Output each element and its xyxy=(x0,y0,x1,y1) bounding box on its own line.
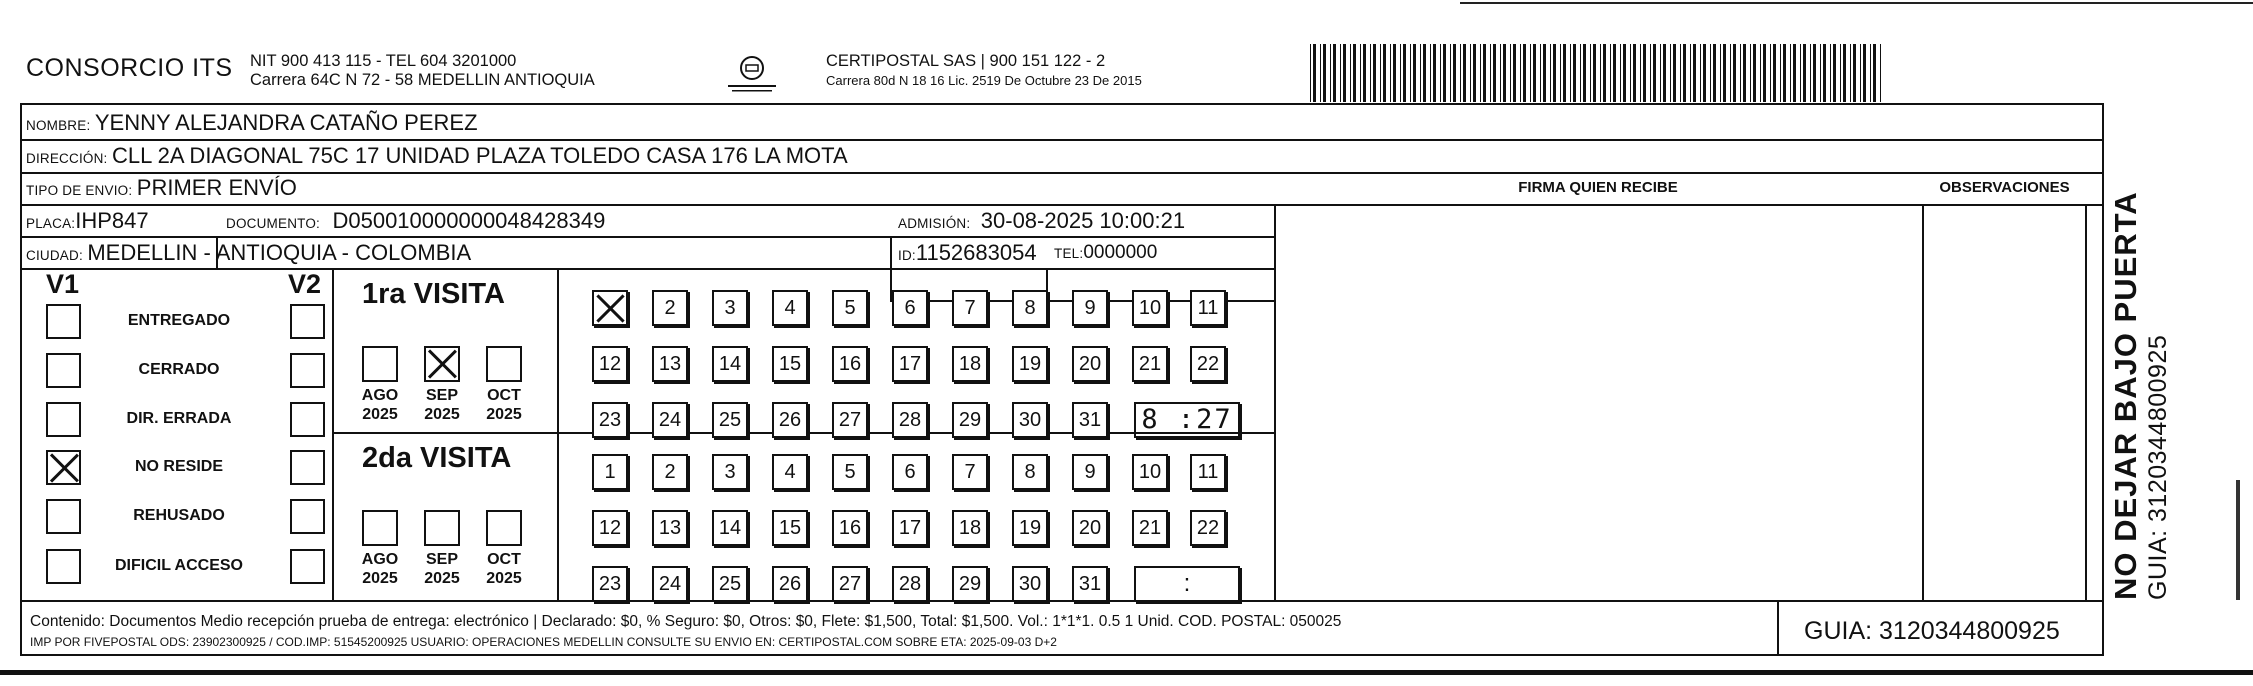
month-label xyxy=(350,386,410,424)
status-label: ENTREGADO xyxy=(127,312,231,329)
barcode-bar xyxy=(1323,44,1326,102)
barcode-bar xyxy=(1863,44,1866,102)
side-guia: GUIA: 3120344800925 xyxy=(2144,334,2172,600)
status-label: NO RESIDE xyxy=(134,458,223,475)
barcode-bar xyxy=(1550,44,1551,102)
barcode-bar xyxy=(1660,44,1661,102)
barcode-bar xyxy=(1600,44,1601,102)
day-box[interactable]: 17 xyxy=(892,510,928,546)
day-box[interactable]: 2 xyxy=(652,290,688,326)
barcode-bar xyxy=(1720,44,1721,102)
day-box[interactable]: 12 xyxy=(592,346,628,382)
day-box[interactable]: 4 xyxy=(772,454,808,490)
day-box[interactable]: 27 xyxy=(832,566,868,602)
barcode-bar xyxy=(1613,44,1616,102)
barcode-bar xyxy=(1773,44,1776,102)
barcode-bar xyxy=(1783,44,1786,102)
barcode-bar xyxy=(1723,44,1726,102)
month-year: 2025 xyxy=(362,570,398,587)
day-box[interactable]: 8 xyxy=(1012,290,1048,326)
day-box[interactable]: 4 xyxy=(772,290,808,326)
day-box[interactable]: 1 xyxy=(592,454,628,490)
barcode-bar xyxy=(1533,44,1536,102)
documento-label: DOCUMENTO: xyxy=(226,216,321,231)
placa-label: PLACA: xyxy=(26,216,76,231)
barcode-bar xyxy=(1830,44,1831,102)
day-box[interactable]: 8 xyxy=(1012,454,1048,490)
v2-header: V2 xyxy=(288,269,322,299)
barcode-bar xyxy=(1510,44,1511,102)
barcode-bar xyxy=(1680,44,1681,102)
id-label: ID: xyxy=(898,248,916,263)
barcode-bar xyxy=(1803,44,1806,102)
day-box[interactable]: 31 xyxy=(1072,566,1108,602)
day-box[interactable]: 7 xyxy=(952,290,988,326)
ciudad-cell xyxy=(26,240,471,266)
nombre-label: NOMBRE: xyxy=(26,118,91,133)
barcode-bar xyxy=(1733,44,1736,102)
status-v1-checkbox[interactable] xyxy=(46,402,81,437)
day-box[interactable]: 24 xyxy=(652,402,688,438)
month-year: 2025 xyxy=(424,406,460,423)
nombre-value: YENNY ALEJANDRA CATAÑO PEREZ xyxy=(94,110,478,135)
barcode-bar xyxy=(1310,44,1311,102)
company-name: CONSORCIO ITS xyxy=(26,54,233,82)
tel-cell xyxy=(1054,242,1157,264)
status-v1-checkbox[interactable] xyxy=(46,304,81,339)
day-box[interactable]: 9 xyxy=(1072,454,1108,490)
month-checkbox[interactable] xyxy=(362,510,398,546)
barcode-bar xyxy=(1530,44,1531,102)
barcode-bar xyxy=(1470,44,1471,102)
barcode-bar xyxy=(1563,44,1566,102)
day-box[interactable]: 25 xyxy=(712,402,748,438)
day-box[interactable]: 31 xyxy=(1072,402,1108,438)
day-box[interactable]: 10 xyxy=(1132,454,1168,490)
month-checkbox[interactable] xyxy=(486,510,522,546)
tel-value: 0000000 xyxy=(1083,242,1158,263)
barcode-bar xyxy=(1340,44,1341,102)
barcode-bar xyxy=(1383,44,1386,102)
status-v1-checkbox[interactable] xyxy=(46,499,81,534)
certipostal-logo-icon xyxy=(722,50,782,96)
month-year: 2025 xyxy=(486,406,522,423)
day-box[interactable]: 26 xyxy=(772,402,808,438)
direccion-value: CLL 2A DIAGONAL 75C 17 UNIDAD PLAZA TOLEDO CASA 176 LA MOTA xyxy=(111,143,848,168)
day-box[interactable]: 21 xyxy=(1132,510,1168,546)
barcode-bar xyxy=(1473,44,1476,102)
barcode-bar xyxy=(1540,44,1541,102)
side-warning: NO DEJAR BAJO PUERTA xyxy=(2108,191,2143,600)
barcode-bar xyxy=(1433,44,1436,102)
day-box[interactable]: 9 xyxy=(1072,290,1108,326)
barcode-bar xyxy=(1833,44,1836,102)
barcode-bar xyxy=(1320,44,1321,102)
barcode-image xyxy=(1310,44,1884,102)
visit-title: 1ra VISITA xyxy=(362,278,505,310)
barcode-bar xyxy=(1693,44,1696,102)
barcode-bar xyxy=(1443,44,1446,102)
month-label xyxy=(412,550,472,588)
barcode-bar xyxy=(1483,44,1486,102)
barcode-bar xyxy=(1623,44,1626,102)
barcode-bar xyxy=(1790,44,1791,102)
direccion-row xyxy=(26,143,848,169)
certipostal-info xyxy=(826,52,1142,90)
barcode-bar xyxy=(1743,44,1746,102)
day-box[interactable]: 2 xyxy=(652,454,688,490)
day-box[interactable]: 18 xyxy=(952,346,988,382)
contenido-text: Contenido: Documentos Medio recepción prueba de entrega: electrónico | Declarado: $0, % Seguro: $0, Otros: $0, Flete: $1,500, Total: $1,500. Vol.: 1*1*1. 0.5 1 Unid. COD. POSTAL: 050025 xyxy=(30,613,1342,630)
status-v1-checkbox[interactable] xyxy=(46,450,81,485)
month-name: OCT xyxy=(487,551,521,568)
barcode-bar xyxy=(1393,44,1396,102)
month-year: 2025 xyxy=(486,570,522,587)
status-v2-checkbox[interactable] xyxy=(290,402,325,437)
month-name: SEP xyxy=(425,551,458,568)
day-box[interactable]: 19 xyxy=(1012,510,1048,546)
placa-cell xyxy=(26,208,149,234)
day-box[interactable]: 29 xyxy=(952,402,988,438)
barcode-bar xyxy=(1710,44,1711,102)
day-box[interactable]: 27 xyxy=(832,402,868,438)
day-box[interactable]: 23 xyxy=(592,402,628,438)
day-box[interactable]: 11 xyxy=(1190,454,1226,490)
month-checkbox[interactable] xyxy=(362,346,398,382)
month-label xyxy=(474,386,534,424)
barcode-bar xyxy=(1880,44,1881,102)
day-box[interactable]: 20 xyxy=(1072,346,1108,382)
day-box[interactable]: 22 xyxy=(1190,510,1226,546)
barcode-bar xyxy=(1760,44,1761,102)
barcode-bar xyxy=(1523,44,1526,102)
barcode-bar xyxy=(1860,44,1861,102)
day-box[interactable]: 13 xyxy=(652,510,688,546)
barcode-bar xyxy=(1690,44,1691,102)
barcode-bar xyxy=(1330,44,1331,102)
barcode-bar xyxy=(1643,44,1646,102)
barcode-bar xyxy=(1463,44,1466,102)
barcode-bar xyxy=(1373,44,1376,102)
month-label xyxy=(474,550,534,588)
barcode-bar xyxy=(1333,44,1336,102)
barcode-bar xyxy=(1453,44,1456,102)
barcode-bar xyxy=(1873,44,1876,102)
barcode-bar xyxy=(1753,44,1756,102)
barcode-bar xyxy=(1403,44,1406,102)
barcode-bar xyxy=(1583,44,1586,102)
barcode-bar xyxy=(1493,44,1496,102)
observaciones-header: OBSERVACIONES xyxy=(1939,179,2070,196)
barcode-bar xyxy=(1513,44,1516,102)
barcode-bar xyxy=(1500,44,1501,102)
certipostal-nit: CERTIPOSTAL SAS | 900 151 122 - 2 xyxy=(826,52,1106,70)
barcode-bar xyxy=(1620,44,1621,102)
barcode-bar xyxy=(1593,44,1596,102)
company-info xyxy=(250,52,595,90)
month-name: OCT xyxy=(487,387,521,404)
month-label xyxy=(412,386,472,424)
barcode-bar xyxy=(1553,44,1556,102)
barcode-bar xyxy=(1573,44,1576,102)
visit-title: 2da VISITA xyxy=(362,442,512,474)
day-box[interactable]: 11 xyxy=(1190,290,1226,326)
barcode-bar xyxy=(1343,44,1346,102)
visit-time-field[interactable]: 8 :27 xyxy=(1134,402,1240,438)
certipostal-address: Carrera 80d N 18 16 Lic. 2519 De Octubre 23 De 2015 xyxy=(826,73,1142,88)
barcode-bar xyxy=(1650,44,1651,102)
admision-cell xyxy=(898,208,1185,234)
barcode-bar xyxy=(1843,44,1846,102)
ciudad-label: CIUDAD: xyxy=(26,248,83,263)
status-label: DIR. ERRADA xyxy=(126,410,232,427)
status-label: DIFICIL ACCESO xyxy=(114,557,243,574)
barcode-bar xyxy=(1670,44,1671,102)
tel-label: TEL: xyxy=(1054,246,1084,261)
top-rule xyxy=(1460,2,2253,4)
day-box[interactable]: 13 xyxy=(652,346,688,382)
nombre-row xyxy=(26,110,478,136)
barcode-bar xyxy=(1503,44,1506,102)
month-checkbox[interactable] xyxy=(424,510,460,546)
day-box[interactable]: 20 xyxy=(1072,510,1108,546)
documento-value: D050010000000048428349 xyxy=(332,208,606,233)
day-box[interactable]: 15 xyxy=(772,510,808,546)
company-nit: NIT 900 413 115 - TEL 604 3201000 xyxy=(250,52,517,70)
barcode-bar xyxy=(1700,44,1701,102)
day-box[interactable] xyxy=(592,290,628,326)
day-box[interactable]: 7 xyxy=(952,454,988,490)
month-year: 2025 xyxy=(362,406,398,423)
barcode-bar xyxy=(1350,44,1351,102)
day-box[interactable]: 14 xyxy=(712,346,748,382)
barcode-bar xyxy=(1750,44,1751,102)
barcode-bar xyxy=(1313,44,1316,102)
barcode-bar xyxy=(1683,44,1686,102)
month-checkbox[interactable] xyxy=(486,346,522,382)
day-box[interactable]: 18 xyxy=(952,510,988,546)
direccion-label: DIRECCIÓN: xyxy=(26,151,108,166)
barcode-bar xyxy=(1780,44,1781,102)
status-v1-checkbox[interactable] xyxy=(46,353,81,388)
barcode-bar xyxy=(1823,44,1826,102)
barcode-bar xyxy=(1763,44,1766,102)
visit-time-field[interactable]: : xyxy=(1134,566,1240,602)
barcode-bar xyxy=(1820,44,1821,102)
barcode-bar xyxy=(1850,44,1851,102)
bottom-rule xyxy=(0,670,2253,675)
day-box[interactable]: 6 xyxy=(892,290,928,326)
day-box[interactable]: 6 xyxy=(892,454,928,490)
day-box[interactable]: 25 xyxy=(712,566,748,602)
id-value: 1152683054 xyxy=(915,240,1037,265)
barcode-bar xyxy=(1740,44,1741,102)
day-box[interactable]: 21 xyxy=(1132,346,1168,382)
barcode-bar xyxy=(1580,44,1581,102)
status-v2-checkbox[interactable] xyxy=(290,353,325,388)
month-name: SEP xyxy=(425,387,458,404)
month-label xyxy=(350,550,410,588)
month-name: AGO xyxy=(361,387,399,404)
barcode-bar xyxy=(1673,44,1676,102)
day-box[interactable]: 28 xyxy=(892,566,928,602)
day-box[interactable]: 5 xyxy=(832,454,868,490)
barcode-bar xyxy=(1353,44,1356,102)
barcode-bar xyxy=(1610,44,1611,102)
barcode-bar xyxy=(1663,44,1666,102)
barcode-bar xyxy=(1450,44,1451,102)
month-year: 2025 xyxy=(424,570,460,587)
barcode-bar xyxy=(1730,44,1731,102)
ciudad-value: MEDELLIN - ANTIOQUIA - COLOMBIA xyxy=(87,240,472,265)
barcode-bar xyxy=(1793,44,1796,102)
documento-cell xyxy=(226,208,605,234)
barcode-bar xyxy=(1370,44,1371,102)
status-v2-checkbox[interactable] xyxy=(290,304,325,339)
id-cell xyxy=(898,240,1037,266)
barcode-bar xyxy=(1390,44,1391,102)
barcode-bar xyxy=(1363,44,1366,102)
day-box[interactable]: 16 xyxy=(832,510,868,546)
status-label: CERRADO xyxy=(138,361,220,378)
barcode-bar xyxy=(1713,44,1716,102)
barcode-bar xyxy=(1520,44,1521,102)
edge-mark xyxy=(2236,480,2240,600)
imp-text: IMP POR FIVEPOSTAL ODS: 23902300925 / COD.IMP: 51545200925 USUARIO: OPERACIONES MEDELLIN CONSULTE SU ENVIO EN: CERTIPOSTAL.COM SOBRE ETA: 2025-09-03 D+2 xyxy=(30,635,1057,649)
day-box[interactable]: 16 xyxy=(832,346,868,382)
barcode-bar xyxy=(1490,44,1491,102)
barcode-bar xyxy=(1640,44,1641,102)
admision-label: ADMISIÓN: xyxy=(898,216,971,231)
day-box[interactable]: 24 xyxy=(652,566,688,602)
status-v2-checkbox[interactable] xyxy=(290,549,325,584)
barcode-bar xyxy=(1410,44,1411,102)
barcode-bar xyxy=(1590,44,1591,102)
barcode-bar xyxy=(1630,44,1631,102)
barcode-bar xyxy=(1480,44,1481,102)
day-box[interactable]: 10 xyxy=(1132,290,1168,326)
day-box[interactable]: 19 xyxy=(1012,346,1048,382)
barcode-bar xyxy=(1813,44,1816,102)
barcode-bar xyxy=(1800,44,1801,102)
barcode-bar xyxy=(1413,44,1416,102)
day-box[interactable]: 22 xyxy=(1190,346,1226,382)
day-box[interactable]: 30 xyxy=(1012,402,1048,438)
guia-number: GUIA: 3120344800925 xyxy=(1804,617,2060,645)
barcode-bar xyxy=(1560,44,1561,102)
company-address: Carrera 64C N 72 - 58 MEDELLIN ANTIOQUIA xyxy=(250,71,595,89)
barcode-bar xyxy=(1430,44,1431,102)
barcode-bar xyxy=(1543,44,1546,102)
delivery-form xyxy=(20,103,2104,656)
barcode-bar xyxy=(1400,44,1401,102)
admision-value: 30-08-2025 10:00:21 xyxy=(980,208,1186,233)
barcode-bar xyxy=(1360,44,1361,102)
day-box[interactable]: 29 xyxy=(952,566,988,602)
status-label: REHUSADO xyxy=(133,507,225,524)
barcode-bar xyxy=(1653,44,1656,102)
barcode-bar xyxy=(1770,44,1771,102)
v1-header: V1 xyxy=(46,269,80,299)
day-box[interactable]: 14 xyxy=(712,510,748,546)
day-box[interactable]: 26 xyxy=(772,566,808,602)
placa-value: IHP847 xyxy=(75,208,149,233)
month-checkbox[interactable] xyxy=(424,346,460,382)
barcode-bar xyxy=(1870,44,1871,102)
barcode-bar xyxy=(1840,44,1841,102)
day-box[interactable]: 28 xyxy=(892,402,928,438)
barcode-bar xyxy=(1603,44,1606,102)
day-box[interactable]: 3 xyxy=(712,290,748,326)
barcode-bar xyxy=(1853,44,1856,102)
side-note xyxy=(2108,191,2173,600)
barcode-bar xyxy=(1423,44,1426,102)
day-box[interactable]: 30 xyxy=(1012,566,1048,602)
day-box[interactable]: 3 xyxy=(712,454,748,490)
barcode-bar xyxy=(1420,44,1421,102)
day-box[interactable]: 17 xyxy=(892,346,928,382)
barcode-bar xyxy=(1570,44,1571,102)
firma-header: FIRMA QUIEN RECIBE xyxy=(1518,179,1678,196)
month-name: AGO xyxy=(361,551,399,568)
day-box[interactable]: 5 xyxy=(832,290,868,326)
day-box[interactable]: 12 xyxy=(592,510,628,546)
barcode-bar xyxy=(1440,44,1441,102)
status-v2-checkbox[interactable] xyxy=(290,450,325,485)
barcode-bar xyxy=(1810,44,1811,102)
tipo-label: TIPO DE ENVIO: xyxy=(26,183,133,198)
barcode-bar xyxy=(1633,44,1636,102)
status-v2-checkbox[interactable] xyxy=(290,499,325,534)
barcode-bar xyxy=(1703,44,1706,102)
barcode-bar xyxy=(1460,44,1461,102)
tipo-row xyxy=(26,175,297,201)
day-box[interactable]: 23 xyxy=(592,566,628,602)
tipo-value: PRIMER ENVÍO xyxy=(136,175,297,200)
barcode-bar xyxy=(1380,44,1381,102)
day-box[interactable]: 15 xyxy=(772,346,808,382)
status-v1-checkbox[interactable] xyxy=(46,549,81,584)
